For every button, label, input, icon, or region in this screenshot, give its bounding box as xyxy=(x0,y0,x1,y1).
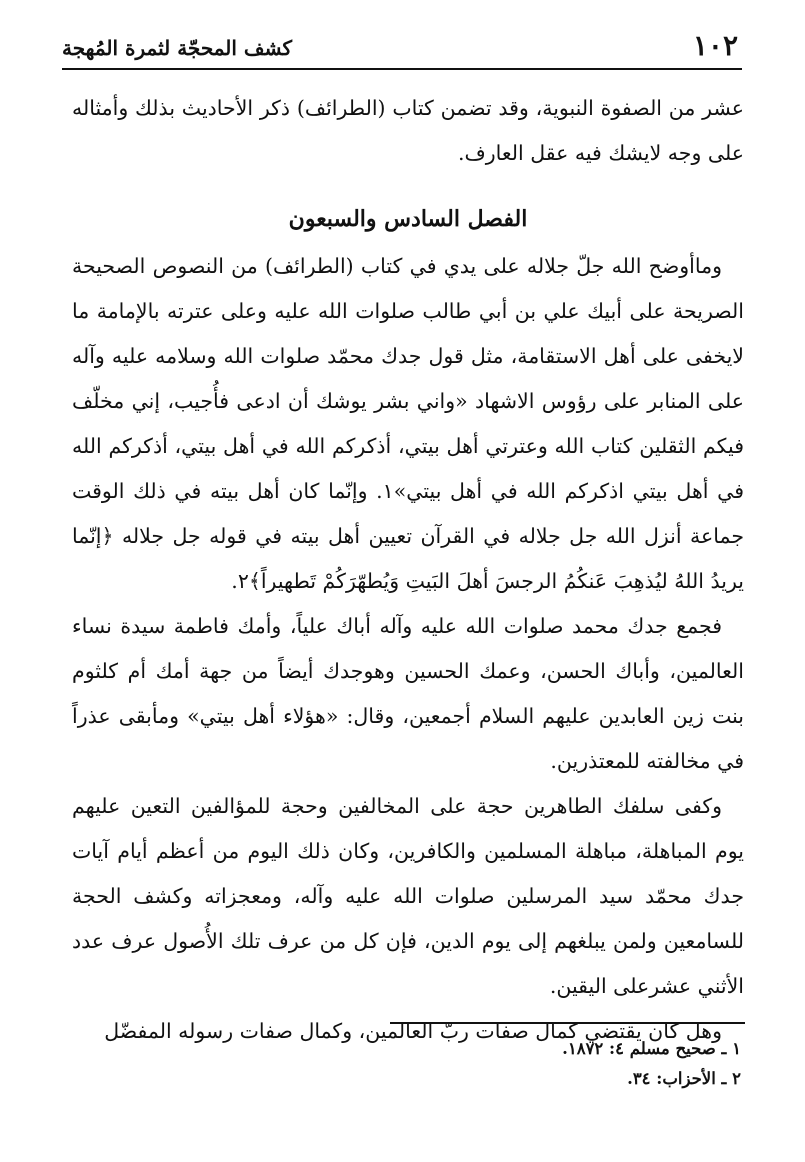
footnotes xyxy=(341,1034,741,1094)
main-text xyxy=(72,86,744,1054)
paragraph: وهل كان يقتضي كمال صفات ربّ العالمين، وكمال صفات رسوله المفضّل xyxy=(104,1019,722,1043)
page-number: ١٠٢ xyxy=(692,29,738,62)
header-divider xyxy=(62,68,742,70)
paragraph: وماأوضح الله جلّ جلاله على يدي في كتاب (الطرائف) من النصوص الصحيحة الصريحة على أبيك علي بن أبي طالب صلوات الله عليه وعلى عترته بالإمامة ما لايخفى على أهل الاستقامة، مثل قول جدك محمّد صلوات الله وسلامه عليه وآله على المنابر على رؤوس الاشهاد «واني بشر يوشك أن ادعى فأُجيب، إني مخلّف فيكم الثقلين كتاب الله وعترتي أهل بيتي، أذكركم الله في أهل بيتي، أذكركم الله في أهل بيتي اذكركم الله في أهل بيتي»١. وإنّما كان أهل بيته في ذلك الوقت جماعة أنزل الله جل جلاله في القرآن تعيين أهل بيته في قوله جل جلاله ﴿إنّما يريدُ اللهُ ليُذهِبَ عَنكُمُ الرجسَ أهلَ البَيتِ وَيُطهّرَكُمْ تَطهيراً﴾٢. xyxy=(72,254,744,593)
footnote: ٢ ـ الأحزاب: ٣٤. xyxy=(627,1069,741,1088)
paragraph: فجمع جدك محمد صلوات الله عليه وآله أباك علياً، وأمك فاطمة سيدة نساء العالمين، وأباك الحسن، وعمك الحسين وهوجدك أيضاً من جهة أمك أم كلثوم بنت زين العابدين عليهم السلام أجمعين، وقال: «هؤلاء أهل بيتي» ومأبقى عذراً في مخالفته للمعتذرين. xyxy=(72,614,744,773)
footnote: ١ ـ صحيح مسلم ٤: ١٨٧٢. xyxy=(562,1039,741,1058)
running-title: كشف المحجّة لثمرة المُهجة xyxy=(62,36,292,60)
paragraph-continuation: عشر من الصفوة النبوية، وقد تضمن كتاب (الطرائف) ذكر الأحاديث بذلك وأمثاله على وجه لايشك فيه عقل العارف. xyxy=(72,96,744,165)
paragraph: وكفى سلفك الطاهرين حجة على المخالفين وحجة للمؤالفين التعين عليهم يوم المباهلة، مباهلة المسلمين والكافرين، وكان ذلك اليوم من أعظم أيام آيات جدك محمّد سيد المرسلين صلوات الله عليه وآله، ومعجزاته وكشف الحجة للسامعين ولمن يبلغهم إلى يوم الدين، فإن كل من عرف تلك الأُصول عرف عدد الأثني عشرعلى اليقين. xyxy=(72,794,744,998)
page-header xyxy=(62,28,738,64)
footnote-divider xyxy=(390,1022,745,1024)
section-title: الفصل السادس والسبعون xyxy=(288,206,528,232)
